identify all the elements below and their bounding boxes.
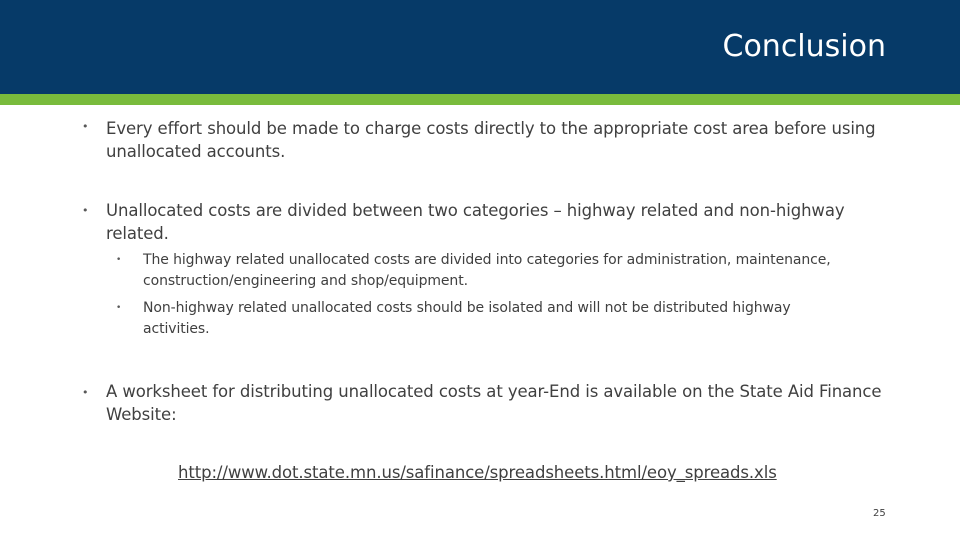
- bullet-marker: •: [82, 120, 89, 133]
- bullet-marker: •: [82, 386, 89, 399]
- sub-bullet-text-2: [143, 298, 791, 340]
- bullet-line: Website:: [106, 405, 177, 424]
- sub-bullet-text-1: [143, 250, 831, 292]
- sub-bullet-line: construction/engineering and shop/equipment.: [143, 273, 468, 289]
- bullet-line: related.: [106, 224, 169, 243]
- bullet-line: Unallocated costs are divided between two categories – highway related and non-highway: [106, 201, 845, 220]
- sub-bullet-line: Non-highway related unallocated costs should be isolated and will not be distributed highway: [143, 300, 791, 316]
- bullet-line: A worksheet for distributing unallocated costs at year-End is available on the State Aid Finance: [106, 382, 882, 401]
- spreadsheet-link[interactable]: http://www.dot.state.mn.us/safinance/spreadsheets.html/eoy_spreads.xls: [178, 463, 777, 482]
- bullet-line: Every effort should be made to charge costs directly to the appropriate cost area before using: [106, 119, 876, 138]
- bullet-marker: •: [82, 204, 89, 217]
- bullet-text-1: [106, 117, 876, 163]
- sub-bullet-marker: •: [116, 255, 122, 265]
- slide-header: [0, 0, 960, 94]
- bullet-line: unallocated accounts.: [106, 142, 286, 161]
- bullet-text-3: [106, 380, 881, 426]
- accent-bar: [0, 94, 960, 105]
- sub-bullet-line: activities.: [143, 321, 210, 337]
- bullet-text-2: [106, 199, 845, 245]
- page-number: 25: [873, 508, 886, 519]
- sub-bullet-marker: •: [116, 303, 122, 313]
- sub-bullet-line: The highway related unallocated costs are divided into categories for administration, maintenance,: [143, 252, 831, 268]
- slide-title: Conclusion: [722, 29, 886, 64]
